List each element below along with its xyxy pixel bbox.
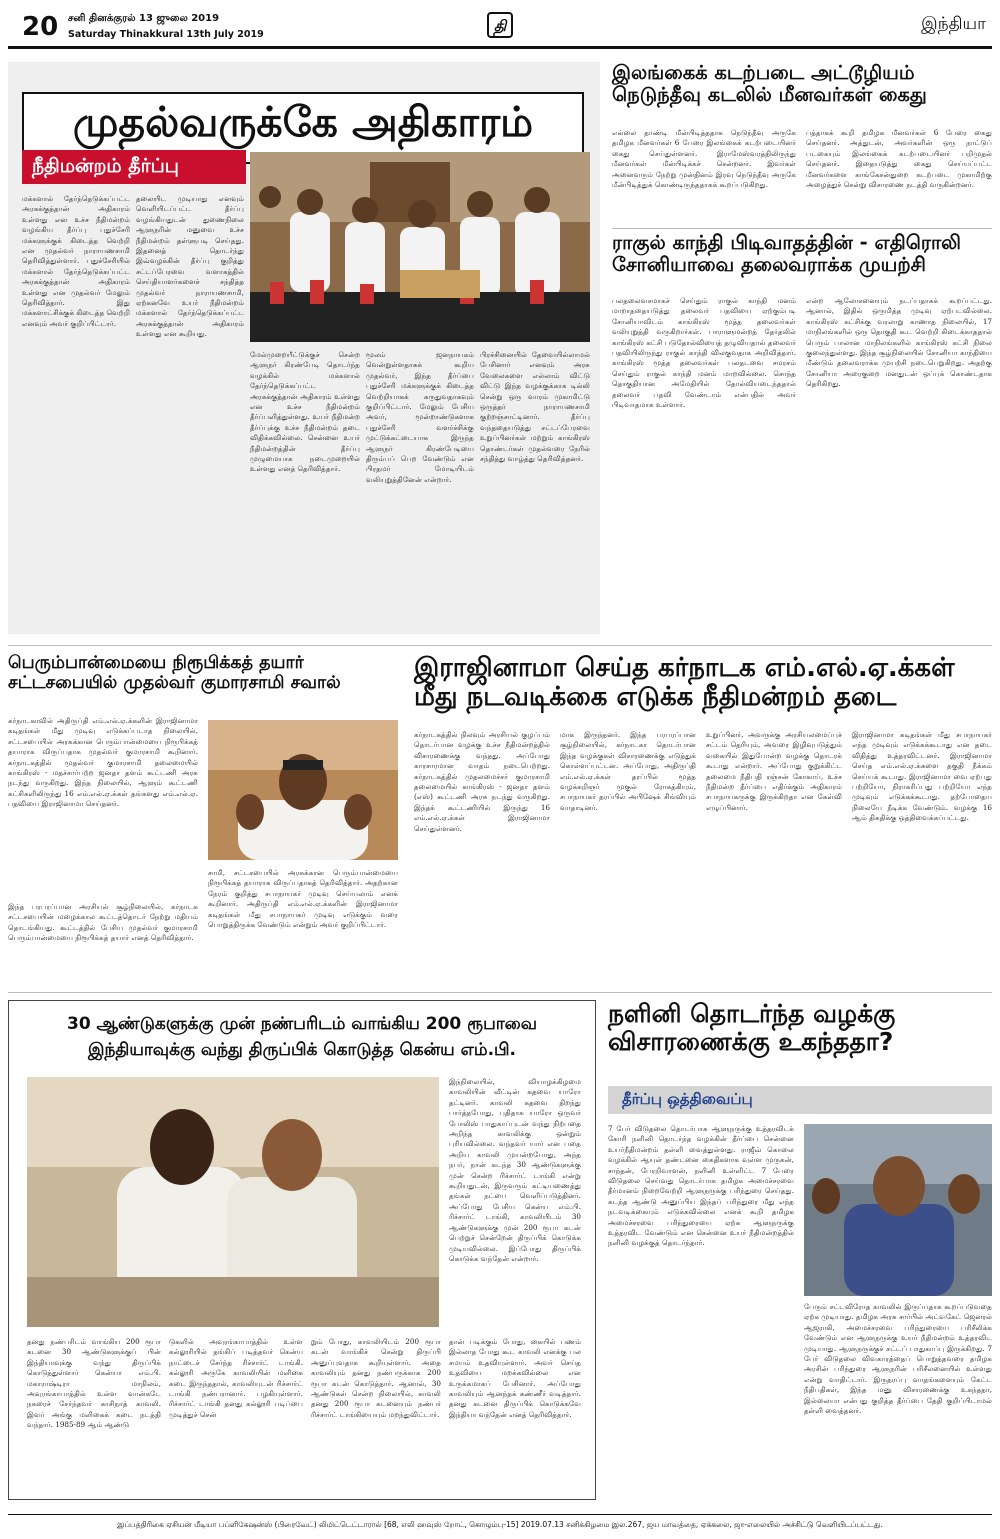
article-column: என்ற ஆலோசனையும் நடப்பதாகக் கூறப்பட்டது. ஆனால், இதில் ஒருமித்த முடிவு ஏற்படவில்லை. காங்கிரஸ் கட்சிக்கு வரலாறு காணாத நிலையில், 17 மாநிலங்களில் ஒரு தொகுதி கூட வெற்றி கிடைக்காததால் பெரும் பாலான மாநிலங்களில் காங்கிரஸ் கட்சி நிலை குலைந்துள்ளது. இந்த சூழ்நிலையில் சோனியா காந்தியை மீண்டும் தலைவராக்க முயற்சி நடைபெறுகிறது. அதற்கு சோனியா அரைகுறை மனதுடன் ஒப்புக் கொண்டதாக தெரிகிறது. <box>806 296 992 389</box>
photo-kumaraswamy <box>208 720 398 860</box>
article-column: சாமி, சட்டசபையில் அரசுக்கான பெரும்பான்மையை நிரூபிக்கத் தயாராக விருப்பதாகத் தெரிவித்தார். அதற்கான நேரம் குறித்து சபாநாயகர் முடிவு செய்யலாம் எனக் கூறினார். அதிருப்தி எம்.எல்.ஏ.க்களின் இராஜினாமா கடிதங்கள் மீது சபாநாயகர் முடிவு எடுக்கும் வரை பொறுத்திருக்க வேண்டும் என்றும் அவர் குறிப்பிட்டார். <box>208 868 398 930</box>
date-tamil: சனி தினக்குரல் 13 ஜுலை 2019 <box>68 13 220 24</box>
article-column: இந்நிலையில், வியாழக்கிழமை காவலியின் வீட்டின் கதவை யாரோ தட்டினர். காவலி கதவை திறந்து பார்த்தபோது, புதிதாக யாரோ ஒருவர் போலிஸ் பாதுகாப்புடன் வந்து நிற்பதை அறிந்த காவலிக்கு ஒன்றும் புரியவில்லை. வந்தவர் யார் என பதை அறிய காவலி முயன்றபோது, அந்த நபர், நான் கடந்த 30 ஆண்டுகளுக்கு முன் சென்ற ரிச்சார்ட் டாங்கி என்று கூறியதுடன், இருவரும் கட்டியணைத்து தங்கள் நட்பை வெளிப்படுத்தினர். அப்போது பேசிய கென்ய எம்.பி. ரிச்சார்ட் டாங்கி, காவலியிடம் 30 ஆண்டுகளுக்கு முன் 200 ரூபா கடன் பெற்றுச் சென்றேன் திருப்பிக் கொடுக்க முடியவில்லை. இப்போது திருப்பிக் கொடுக்க வந்தேன் என்றார். <box>449 1077 581 1263</box>
story-puducherry <box>8 62 600 634</box>
article-column: தனது நண்பரிடம் வாங்கிய 200 ரூபா கடனை 30 ஆண்டுகளுக்குப் பின் இந்தியாவுக்கு வந்து திருப்பிக் கொடுத்துள்ளார் கென்யா எம்.பி. மகாராஷ்டிரா மாநிலம், அவுரங்காபாத்தில் உள்ள வான்கடே நகரைச் சேர்ந்தவர் காசிநாத் காவலி. இவர் அங்கு மளிகைக் கடை நடத்தி வந்தார். 1985-89 ஆம் ஆண்டு <box>27 1337 161 1430</box>
header-rule <box>8 46 992 49</box>
story-fishermen <box>612 62 992 224</box>
article-column: பிரச்சினையில் தேவையில்லாமல் பேசினார் எனவும் அரசு வேலைகளை எல்லாம் விட்டு விட்டு இந்த வழக்குக்காக டில்லி சென்று ஒரு வாரம் முகாமிட்டு ஒருத்தர் நாராயணசாமி குற்றஞ்சாட்டினார். தீர்ப்பு வந்ததையடுத்து சட்டப்பேரவை உறுப்பினர்கள் மற்றும் காங்கிரஸ் தொண்டர்கள் முதல்வரை நேரில் சந்தித்து வாழ்த்து தெரிவித்தனர். <box>480 350 590 464</box>
story-headline: 30 ஆண்டுகளுக்கு முன் நண்பரிடம் வாங்கிய 200 ரூபாவை <box>66 1014 537 1034</box>
page-header <box>0 0 1000 48</box>
date-english: Saturday Thinakkural 13th July 2019 <box>68 29 264 40</box>
article-column: றும் போது, காவலியிடம் 200 ரூபா கடன் வாங்கிச் சென்று திருப்பி அனுப்புவதாக கூறியுள்ளார். அதை காவலியும் தனது நண்பருக்காக 200 ரூபா கடன் கொடுத்தார். ஆனால், 30 ஆண்டுகள் சென்ற நிலையில், காவலி தனது 200 ரூபா கடனையும் நண்பர் ரிச்சார்ட் டாங்கியையும் மறந்துவிட்டார். <box>311 1337 441 1419</box>
page-number: 20 <box>22 12 59 42</box>
article-column: பேரும் சட்டவிரோத காவலில் இருப்பதாக கூறப்படுவதை ஏற்க முடியாது. தமிழக அரசு சார்பில் அட்வகேட் ஜெனரல் ஆஜராகி, அமைச்சரவை பரிந்துரையை பரிசீலிக்க வேண்டும் என ஆளுநருக்கு உயர் நீதிமன்றம் உத்தரவிட முடியாது. ஆளுநருக்குச் சட்டப் பாதுகாப்பு இருக்கிறது. 7 பேர் விடுதலை விவகாரத்தைப் பொறுத்தவரை தமிழக அரசின் பரிந்துரை ஆளுநரின் பரிசீலனையில் உள்ளது என்று வாதிட்டார். இருதரப்பு வாதங்களையும் கேட்ட நீதிபதிகள், இந்த மனு விசாரணைக்கு உகந்ததா, இல்லையா என்பது குறித்த தீர்ப்பை தேதி குறிப்பிடாமல் தள்ளி வைத்தனர். <box>804 1302 992 1416</box>
article-column: தலையிட முடியாது எனவும் வெளியிடப்பட்ட தீர்ப்பு வழங்கியதுடன் துணைநிலை ஆளுநரின் மனுவை உச்ச நீதிமன்றம் தள்ளுபடி செய்தது. இதனைத் தொடர்ந்து இவ்வழக்கின் தீர்ப்பு குறித்து சட்டப்பேரவை வளாகத்தில் செய்தியாளர்களைச் சந்தித்த முதல்வர் நாராயணசாமி, ஏற்கனவே உயர் நீதிமன்றம் மக்களால் தேர்ந்தெடுக்கப்பட்ட அரசுக்குத்தான் அதிகாரம் உள்ளது என கூறியது. <box>136 194 244 339</box>
article-column: உறுப்பினர், அவருக்கு அரசியலமைப்புச் சட்டம் தெரியும், அவரை இழிவுபடுத்தும் வகையில் இதுபோன்ற வழக்கு தொடரக் கூடாது என்றார். அப்போது குறுக்கிட்ட தலைமை நீதிபதி ரஞ்சன் கோகாய், உச்ச நீதிமன்ற தீர்ப்பை எதிர்க்கும் அதிகாரம் சபாநாயகருக்கு இருக்கிறதா என கேள்வி எழுப்பினார். <box>706 730 842 812</box>
article-column: கர்நாடகத்தில் நிலவும் அரசியல் குழப்பம் தொடர்பான வழக்கு உச்ச நீதிமன்றத்தில் விசாரணைக்கு வந்தது. அப்போது காரசாரமான வாதம் நடைபெற்றது. கர்நாடகத்தில் முதலமைச்சர் குமாரசாமி தலைமையில் காங்கிரஸ் - ஜனதா தளம் (எஸ்) கூட்டணி அரசு நடந்து வருகிறது. இந்தக் கூட்டணியில் இருந்து 16 எம்.எல்.ஏ.க்கள் இராஜினாமா செய்துள்ளனர். <box>414 730 550 833</box>
kumaraswamy-photo <box>208 720 398 860</box>
article-column: மக்களால் தேர்ந்தெடுக்கப்பட்ட அரசுக்குத்தான் அதிகாரம் உள்ளது என உச்ச நீதிமன்றம் வழங்கிய தீர்ப்பு புதுச்சேரி மக்களுக்குக் கிடைத்த வெற்றி என முதல்வர் நாராயணசாமி தெரிவித்துள்ளார். புதுச்சேரியில் மக்களால் தேர்ந்தெடுக்கப்பட்ட அரசுக்குத்தான் அதிகாரம் உள்ளது என முதல்வர் மேலும் தெரிவித்தார். இது மக்களாட்சிக்குக் கிடைத்த வெற்றி எனவும் அவர் குறிப்பிட்டார். <box>22 194 130 328</box>
article-column: எல்லை தாண்டி மீன்பிடித்ததாக நெடுந்தீவு அருகே தமிழக மீனவர்கள் 6 பேரை இலங்கைக் கடற்படையினர் கைது செய்துள்ளனர். இராமேஸ்வரத்திலிருந்து மீனவர்கள் மீன்பிடிக்கச் சென்றனர். இவர்கள் அனைவரும் நேற்று முன்தினம் இரவு நெடுந்தீவு அருகே மீன்பிடித்துக் கொண்டிருந்ததாகக் கூறப்படுகிறது. <box>612 128 796 190</box>
section-name: இந்தியா <box>921 14 986 34</box>
photo-kenya-mp <box>27 1077 439 1327</box>
divider <box>8 645 992 646</box>
article-column: கர்நாடகாவில் அதிருப்தி எம்.எல்.ஏ.க்களின் இராஜினாமா கடிதங்கள் மீது முடிவு எடுக்கப்படாத நிலையில், சட்டசபையில் அரசுக்கான பெரும்பான்மையை நிரூபிக்கத் தயாராக விருப்பதாக முதல்வர் குமாரசாமி கூறினார். கர்நாடகத்தில் முதல்வர் குமாரசாமி தலைமையில் காங்கிரஸ் - மதச்சார்பற்ற ஜனதா தளம் கூட்டணி அரசு நடந்து வருகிறது. இந்த நிலையில், ஆளும் கூட்டணி கட்சிகளிலிருந்து 16 எம்.எல்.ஏ.க்கள் தங்களது எம்.எல்.ஏ. பதவியை இராஜினாமா செய்தனர். <box>8 716 198 809</box>
story-headline: இந்தியாவுக்கு வந்து திருப்பிக் கொடுத்த கென்ய எம்.பி. <box>87 1040 517 1060</box>
article-column: 7 பேர் விடுதலை தொடர்பாக ஆளுநருக்கு உத்தரவிடக் கோரி நளினி தொடர்ந்த வழக்கின் தீர்ப்பை சென்னை உயர்நீதிமன்றம் தள்ளி வைத்துள்ளது. ராஜீவ் கொலை வழக்கில் ஆயுள் தண்டனை கைதிகளாக வுள்ள முருகன், சாந்தன், பேரறிவாளன், நளினி உள்ளிட்ட 7 பேரை விடுதலை செய்வது தொடர்பாக தமிழக அமைச்சரவை தீர்மானம் நிறைவேற்றி ஆளுநருக்கு பரிந்துரை செய்தது. கடந்த ஆண்டு அனுப்பிய இந்தப் பரிந்துரை மீது எந்த நடவடிக்கையும் எடுக்கவில்லை எனக் கூறி தமிழக அமைச்சரவை பரிந்துரையை ஏற்க ஆளுநருக்கு உத்தரவிட வேண்டும் என சென்னை உயர் நீதிமன்றத்தில் நளினி வழக்குத் தொடர்ந்தார். <box>608 1124 794 1248</box>
article-column: இராஜினாமா கடிதங்கள் மீது சபாநாயகர் எந்த முடிவும் எடுக்கக்கூடாது என தடை விதித்து உத்தரவிட்டனர். இராஜினாமா செய்த எம்.எல்.ஏ.க்களை தகுதி நீக்கம் செய்யக் கூடாது. இராஜினாமா வை ஏற்பது பற்றியோ, நிராகரிப்பது பற்றியோ எந்த முடிவும் எடுக்கக்கூடாது. தற்போதைய நிலையே நீடிக்க வேண்டும். வழக்கு 16 ஆம் திகதிக்கு ஒத்திவைக்கப்பட்டது. <box>852 730 992 823</box>
article-column: பலதலைவசமாகச் செய்தும் ராகுல் காந்தி மனம் மாறாததையடுத்து தலைவர் பதவியை ஏற்கும்படி சோனியாவிடம் காங்கிரஸ் மூத்த தலைவர்கள் வலியுறுத்தி வருகிறார்கள். பாராளுமன்றத் தேர்தலில் காங்கிரஸ் கட்சி படுதோல்வியைத் தழுவியதால் தலைவர் பதவியிலிருந்து ராகுல் காந்தி விலகுவதாக அறிவித்தார். காங்கிரஸ் மூத்த தலைவர்கள் பலதடவை சமரசம் செய்தும் ராகுல் காந்தி மனம் மாறவில்லை. சொந்த தொகுதியான அமேதியில் தோல்வியடைந்ததால் தலைவர் பதவி வேண்டாம் என்பதில் அவர் பிடிவாதமாக உள்ளார். <box>612 296 796 410</box>
press-meet-photo <box>250 152 590 342</box>
story-kenya-mp <box>8 1000 596 1500</box>
article-column: பத்தாகக் கூறி தமிழக மீனவர்கள் 6 பேரை கைது செய்தனர். அத்துடன், அவர்களின் ஒரு நாட்டுப் படகையும் இலங்கைக் கடற்படையினர் பறிமுதல் செய்தனர். இதையடுத்து கைது செய்யப்பட்ட மீனவர்களை காங்கேசன்துறை கடற்படை முகாமிற்கு அழைத்துச் சென்று விசாரணை நடத்தி வருகின்றனர். <box>806 128 992 190</box>
kicker-badge <box>22 150 246 184</box>
article-column: மூலம் ஜனநாயகம் வென்றுள்ளதாகக் கூறிய முதல்வர், இந்த தீர்ப்பை புதுச்சேரி மக்களுக்குக் கிடைத்த வெற்றியாகக் கருதுவதாகவும் குறிப்பிட்டார். மேலும் பேசிய அவர், மூன்றாண்டுகளாக புதுச்சேரி வளர்ச்சிக்கு முட்டுக்கட்டையாக இருந்த ஆளுநர் கிரண்பேடியை திரும்பப் பெற வேண்டும் என பிரதமர் மோடியிடம் வலியுறுத்தினேன் என்றார். <box>366 350 474 484</box>
story-headline: நளினி தொடர்ந்த வழக்கு விசாரணைக்கு உகந்ததா? <box>608 999 896 1056</box>
story-kumaraswamy <box>8 654 402 984</box>
divider <box>8 992 992 993</box>
article-column: மாக இருந்தனர். இந்த பரபரப்பான சூழ்நிலையில், கர்நாடகா தொடர்பான இந்த வழக்குகள் விசாரணைக்கு எடுத்துக் கொள்ளப்பட்டன. அப்போது, அதிருப்தி எம்.எல்.ஏ.க்கள் தரப்பில் மூத்த வழக்கறிஞர் முகுல் ரோகத்கியும், சபாநாயகர் தரப்பில் அபிஷேக் சிங்வியும் வாதாடினர். <box>560 730 696 812</box>
kicker-text: தீர்ப்பு ஒத்திவைப்பு <box>622 1090 753 1108</box>
photo-nalini <box>804 1124 992 1296</box>
logo-text: தி <box>493 17 507 35</box>
kicker-badge <box>608 1086 992 1114</box>
story-headline: இராஜினாமா செய்த கர்நாடக எம்.எல்.ஏ.க்கள் மீது நடவடிக்கை எடுக்க நீதிமன்றம் தடை <box>414 653 955 713</box>
story-nalini <box>608 1000 992 1500</box>
story-headline: ராகுல் காந்தி பிடிவாதத்தின் - எதிரொலி சோனியாவை தலைவராக்க முயற்சி <box>612 231 962 276</box>
divider <box>612 228 992 229</box>
kenya-mp-photo <box>27 1077 439 1327</box>
story-headline: முதல்வருக்கே அதிகாரம் <box>72 98 534 146</box>
story-headline: இலங்கைக் கடற்படை அட்டூழியம் நெடுந்தீவு கடலில் மீனவர்கள் கைது <box>612 61 927 106</box>
footer-rule <box>8 1514 992 1515</box>
story-karnataka-court <box>414 654 992 984</box>
masthead-logo <box>487 12 513 38</box>
nalini-photo <box>804 1124 992 1296</box>
article-column: தான் படிக்கும் போது, கையில் பணம் இல்லாத போது கூட காவலி எனக்கு பல சமயம் உதவியுள்ளார். அவர் செய்த உதவியை மறக்கவில்லை என உருக்கமாகப் பேசினார். அப்போது காவலியும் ஆனந்தக் கண்ணீர் வடித்தார். தனது கடனை திருப்பிக் கொடுக்கவே இந்தியா வந்தேன் எனத் தெரிவித்தார். <box>449 1337 581 1419</box>
article-column: டுகளில் அவுரங்காபாத்தில் உள்ள கல்லூரியில் தங்கிப் படித்தவர் கென்ய நாட்டைச் சேர்ந்த ரிச்சார்ட் டாங்கி. கல்லூரி அருகே காவலியின் மளிகை கடை இருந்ததால், காவலியுடன் ரிச்சார்ட் டாங்கி நண்பரானார். பழகியுள்ளார். ரிச்சார்ட் டாங்கி தனது கல்லூரி படிப்பை முடித்துச் சென் <box>169 1337 303 1419</box>
photo-chief-minister <box>250 152 590 342</box>
story-congress <box>612 232 992 632</box>
article-column: மேல்முறையீட்டுக்குச் சென்ற ஆளுநர் கிரண்பேடி தொடர்ந்த வழக்கில் மக்களால் தேர்ந்தெடுக்கப்பட்ட அரசுக்குத்தான் அதிகாரம் உள்ளது என உச்ச நீதிமன்றம் தீர்ப்பளித்துள்ளது. உயர் நீதிமன்ற தீர்ப்புக்கு உச்ச நீதிமன்றம் தடை விதிக்கவில்லை. சென்னை உயர் நீதிமன்றத்தின் தீர்ப்பு முழுமையாக நடைமுறையில் உள்ளது எனத் தெரிவித்தார். <box>250 350 360 474</box>
story-headline: பெரும்பான்மையை நிரூபிக்கத் தயார் சட்டசபையில் முதல்வர் குமாரசாமி சவால் <box>8 653 341 693</box>
article-column: இந்த பரபரப்பான அரசியல் சூழ்நிலையில், கர்நாடக சட்டசபையின் மழைக்கால கூட்டத்தொடர் நேற்று மதியம் தொடங்கியது. கூட்டத்தில் பேசிய முதல்வர் குமாரசாமி பெரும்பான்மையை நிரூபிக்கத் தயார் எனத் தெரிவித்தார். <box>8 902 198 943</box>
kicker-text: நீதிமன்றம் தீர்ப்பு <box>32 155 179 177</box>
footer-imprint: இப்பத்திரிகை ஏசியன் மீடியா பப்ளிகேஷன்ஸ் (பிரைவேட்) லிமிட்டெட்டாரால் [68, எலி ஹவுஸ் றோட், கொழும்பு-15] 2019.07.13 சனிக்கிழமை இல.267, ஜய மாவத்தை, ஏக்கலை, ஜா-எலையில் அச்சிட்டு வெளியிடப்பட்டது. <box>117 1520 883 1529</box>
